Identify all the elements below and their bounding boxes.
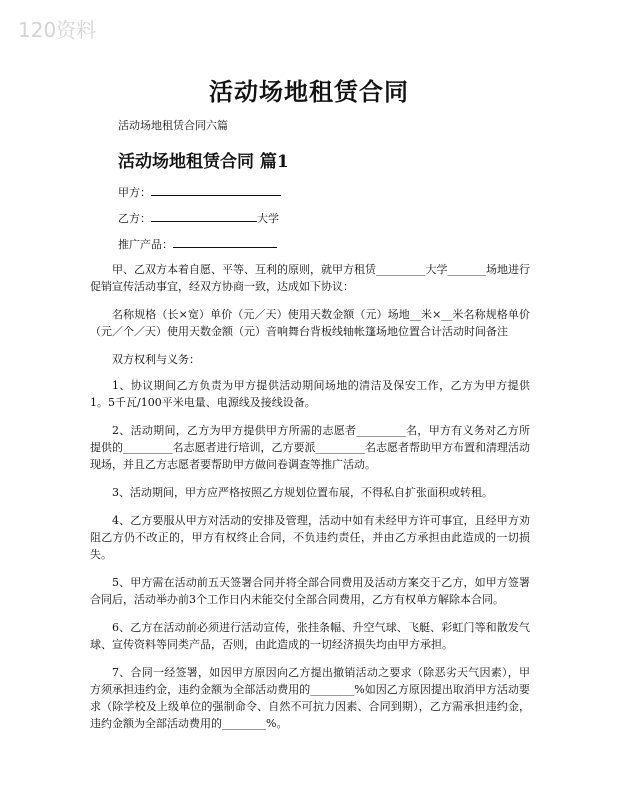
party-b-label: 乙方： xyxy=(118,212,151,225)
paragraph-intro: 甲、乙双方本着自愿、平等、互利的原则，就甲方租赁_________大学_______场地进行促销宣传活动事宜，经双方协商一致，达成如下协议： xyxy=(90,263,530,293)
product-blank xyxy=(173,236,277,248)
section-title: 活动场地租赁合同 篇1 xyxy=(118,152,289,172)
party-b-suffix: 大学 xyxy=(257,212,279,225)
watermark: 120资料 xyxy=(18,18,97,42)
paragraph-clause-1: 1、协议期间乙方负责为甲方提供活动期间场地的清洁及保安工作，乙方为甲方提供1。5千瓦/100平米电量、电源线及接线设备。 xyxy=(90,379,530,409)
paragraph-clause-2: 2、活动期间，乙方为甲方提供甲方所需的志愿者_________名，甲方有义务对乙方所提供的_________名志愿者进行培训，乙方要派_________名志愿者帮助甲方布置和清理活动现场，并且乙方志愿者要帮助甲方做问卷调查等推广活动。 xyxy=(90,424,530,471)
product-field xyxy=(118,236,277,252)
product-label: 推广产品： xyxy=(118,238,173,251)
document-title: 活动场地租赁合同 xyxy=(209,77,409,106)
paragraph-spec-table: 名称规格（长×宽）单价（元／天）使用天数金额（元）场地__米×__米名称规格单价（元／个／天）使用天数金额（元）音响舞台背板线轴帐篷场地位置合计活动时间备注 xyxy=(90,308,530,338)
paragraph-clause-3: 3、活动期间，甲方应严格按照乙方规划位置布展，不得私自扩张面积或转租。 xyxy=(112,486,493,499)
paragraph-rights-heading: 双方权利与义务： xyxy=(112,353,200,366)
party-a-label: 甲方： xyxy=(118,186,151,199)
paragraph-clause-6: 6、乙方在活动前必须进行活动宣传，张挂条幅、升空气球、飞艇、彩虹门等和散发气球、宣传资料等同类产品，否则，由此造成的一切经济损失均由甲方承担。 xyxy=(90,621,530,651)
party-a-field xyxy=(118,184,281,200)
paragraph-clause-7: 7、合同一经签署，如因甲方原因向乙方提出撤销活动之要求（除恶劣天气因素），甲方须承担违约金，违约金额为全部活动费用的________%如因乙方原因提出取消甲方活动要求（除学校及上级单位的强制命令、自然不可抗力因素、合同到期），乙方需承担违约金，违约金额为全部活动费用的________%。 xyxy=(90,666,530,730)
party-b-blank xyxy=(151,210,257,222)
party-b-field xyxy=(118,210,279,226)
party-a-blank xyxy=(151,184,281,196)
document-subtitle: 活动场地租赁合同六篇 xyxy=(118,119,228,132)
contract-body xyxy=(90,261,530,743)
paragraph-clause-5: 5、甲方需在活动前五天签署合同并将全部合同费用及活动方案交于乙方，如甲方签署合同后，活动举办前3个工作日内未能交付全部合同费用，乙方有权单方解除本合同。 xyxy=(90,576,530,606)
paragraph-clause-4: 4、乙方要服从甲方对活动的安排及管理，活动中如有未经甲方许可事宜，且经甲方劝阻乙方仍不改正的，甲方有权终止合同，不负违约责任，并由乙方承担由此造成的一切损失。 xyxy=(90,514,530,561)
